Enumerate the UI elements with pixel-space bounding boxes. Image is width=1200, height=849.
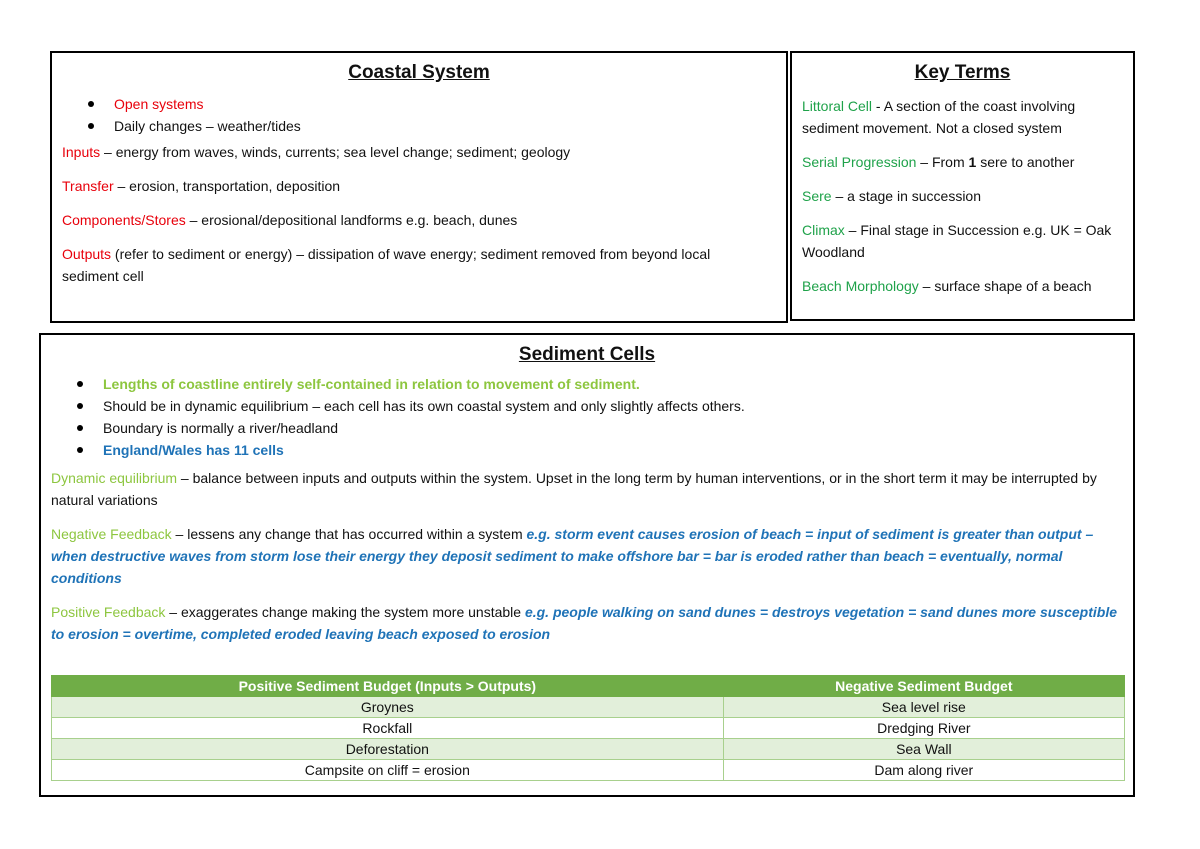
table-cell: Dredging River	[723, 718, 1124, 739]
term: Serial Progression	[802, 154, 917, 170]
definition: – lessens any change that has occurred within a system	[171, 526, 527, 542]
column-header: Positive Sediment Budget (Inputs > Outputs)	[52, 676, 724, 697]
positive-feedback-definition	[51, 601, 1123, 645]
list-item: England/Wales has 11 cells	[41, 439, 1133, 461]
example: e.g. storm event causes erosion of beach = input of sediment is greater than output – when destructive waves from storm lose their energy they deposit sediment to make offshore bar = bar is eroded rather than beach = eventually, normal conditions	[51, 526, 1094, 586]
term: Dynamic equilibrium	[51, 470, 178, 486]
list-item: Boundary is normally a river/headland	[41, 417, 1133, 439]
table-row	[52, 760, 1125, 781]
definition: – surface shape of a beach	[918, 278, 1092, 294]
key-terms-title: Key Terms	[914, 62, 1011, 83]
term: Littoral Cell	[802, 98, 873, 114]
transfer-definition	[62, 175, 768, 197]
definition: sere to another	[976, 154, 1075, 170]
list-item: Daily changes – weather/tides	[52, 115, 786, 137]
column-header: Negative Sediment Budget	[723, 676, 1124, 697]
beach-morphology-definition	[802, 275, 1125, 297]
definition: – Final stage in Succession e.g. UK = Oak Woodland	[802, 222, 1112, 260]
definition: - A section of the coast involving sediment movement. Not a closed system	[802, 98, 1076, 136]
table-row	[52, 739, 1125, 760]
term: Negative Feedback	[51, 526, 172, 542]
climax-definition	[802, 219, 1125, 263]
table-row	[52, 697, 1125, 718]
littoral-cell-definition	[802, 95, 1125, 139]
term: Sere	[802, 188, 832, 204]
definition: – erosion, transportation, deposition	[113, 178, 341, 194]
definition: (refer to sediment or energy) – dissipation of wave energy; sediment removed from beyond local sediment cell	[62, 246, 711, 284]
inputs-definition	[62, 141, 768, 163]
table-cell: Sea Wall	[723, 739, 1124, 760]
definition: – From	[916, 154, 969, 170]
outputs-definition	[62, 243, 768, 287]
table-cell: Sea level rise	[723, 697, 1124, 718]
definition: – balance between inputs and outputs within the system. Upset in the long term by human interventions, or in the short term it may be interrupted by natural variations	[51, 470, 1097, 508]
definition: – energy from waves, winds, currents; sea level change; sediment; geology	[100, 144, 571, 160]
list-item: Lengths of coastline entirely self-contained in relation to movement of sediment.	[41, 373, 1133, 395]
components-definition	[62, 209, 768, 231]
sere-definition	[802, 185, 1125, 207]
sediment-cells-title: Sediment Cells	[518, 344, 656, 365]
table-cell: Rockfall	[52, 718, 724, 739]
table-row	[52, 718, 1125, 739]
term: Positive Feedback	[51, 604, 166, 620]
table-cell: Groynes	[52, 697, 724, 718]
term: Transfer	[62, 178, 114, 194]
coastal-bullet-list	[52, 93, 786, 137]
definition: – erosional/depositional landforms e.g. beach, dunes	[185, 212, 518, 228]
table-cell: Deforestation	[52, 739, 724, 760]
table-cell: Campsite on cliff = erosion	[52, 760, 724, 781]
coastal-system-title: Coastal System	[348, 62, 490, 83]
sediment-budget-table	[51, 675, 1125, 781]
definition: – a stage in succession	[831, 188, 981, 204]
table-cell: Dam along river	[723, 760, 1124, 781]
list-item: Should be in dynamic equilibrium – each cell has its own coastal system and only slightly affects others.	[41, 395, 1133, 417]
example: e.g. people walking on sand dunes = destroys vegetation = sand dunes more susceptible to erosion = overtime, completed eroded leaving beach exposed to erosion	[51, 604, 1117, 642]
sediment-bullet-list	[41, 373, 1133, 461]
term: Inputs	[62, 144, 101, 160]
table-header-row	[52, 676, 1125, 697]
definition-number: 1	[968, 154, 977, 170]
key-terms-box	[790, 51, 1135, 321]
serial-progression-definition	[802, 151, 1125, 173]
list-item: Open systems	[52, 93, 786, 115]
term: Climax	[802, 222, 845, 238]
term: Outputs	[62, 246, 112, 262]
coastal-system-box	[50, 51, 788, 323]
term: Beach Morphology	[802, 278, 919, 294]
definition: – exaggerates change making the system more unstable	[165, 604, 525, 620]
sediment-cells-box	[39, 333, 1135, 797]
term: Components/Stores	[62, 212, 186, 228]
negative-feedback-definition	[51, 523, 1123, 589]
dynamic-equilibrium-definition	[51, 467, 1123, 511]
